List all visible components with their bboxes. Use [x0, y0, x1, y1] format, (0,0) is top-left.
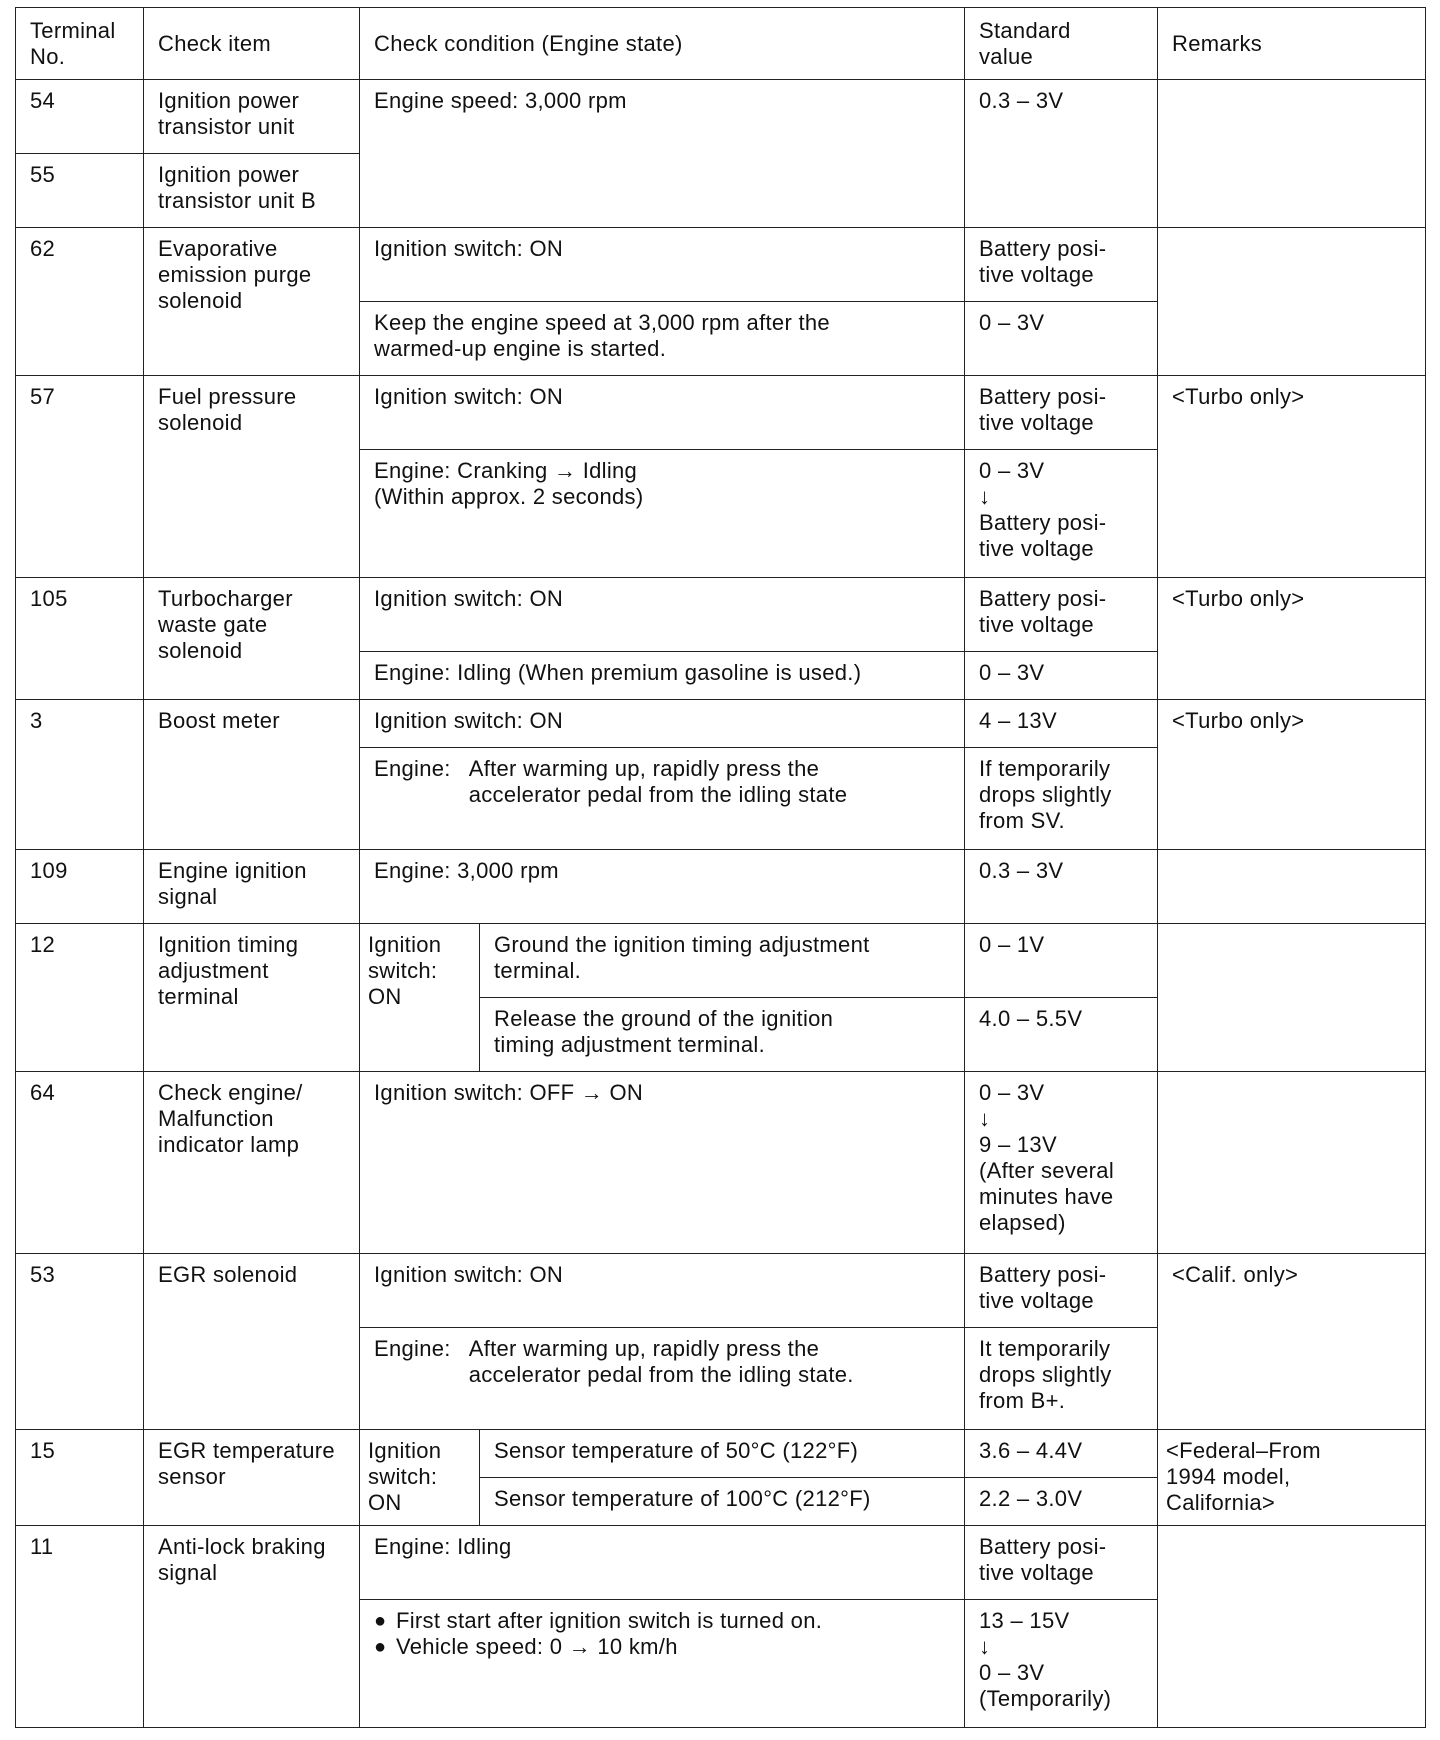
check-item-cell: EGR temperature sensor: [144, 1430, 360, 1526]
table-row: [16, 924, 1426, 998]
standard-value-cell: 2.2 – 3.0V: [965, 1478, 1158, 1526]
standard-value-cell: 0.3 – 3V: [965, 850, 1158, 924]
condition-cell: Engine: Cranking → Idling (Within approx. 2 seconds): [360, 450, 965, 578]
remarks-cell: <Turbo only>: [1158, 700, 1426, 850]
check-table-sheet: [15, 7, 1425, 1728]
condition-group-cell: Ignition switch: ON: [360, 1430, 480, 1526]
condition-cell: Engine: 3,000 rpm: [360, 850, 965, 924]
check-item-cell: Check engine/ Malfunction indicator lamp: [144, 1072, 360, 1254]
condition-cell: Ignition switch: ON: [360, 376, 965, 450]
condition-cell: [360, 748, 965, 850]
standard-value-cell: Battery posi- tive voltage: [965, 578, 1158, 652]
bullet-text: Vehicle speed: 0 → 10 km/h: [396, 1634, 678, 1659]
terminal-cell: 62: [16, 228, 144, 376]
check-item-cell: Boost meter: [144, 700, 360, 850]
condition-bullet: [374, 1608, 950, 1634]
table-row: [16, 850, 1426, 924]
remarks-cell: <Federal–From 1994 model, California>: [1158, 1430, 1426, 1526]
table-row: [16, 80, 1426, 154]
condition-cell: Ground the ignition timing adjustment terminal.: [480, 924, 965, 998]
bullet-icon: ●: [374, 1636, 387, 1658]
standard-value-cell: 0 – 3V ↓ 9 – 13V (After several minutes have elapsed): [965, 1072, 1158, 1254]
terminal-cell: 15: [16, 1430, 144, 1526]
terminal-check-table: [15, 7, 1426, 1728]
remarks-cell: [1158, 850, 1426, 924]
condition-cell: [360, 1328, 965, 1430]
table-row: [16, 700, 1426, 748]
condition-cell: Sensor temperature of 50°C (122°F): [480, 1430, 965, 1478]
standard-value-cell: 13 – 15V ↓ 0 – 3V (Temporarily): [965, 1600, 1158, 1728]
terminal-cell: 64: [16, 1072, 144, 1254]
table-row: [16, 376, 1426, 450]
condition-group-cell: Ignition switch: ON: [360, 924, 480, 1072]
condition-cell: Ignition switch: OFF → ON: [360, 1072, 965, 1254]
table-row: [16, 1430, 1426, 1478]
terminal-cell: 109: [16, 850, 144, 924]
remarks-cell: <Turbo only>: [1158, 578, 1426, 700]
condition-cell: Keep the engine speed at 3,000 rpm after the warmed-up engine is started.: [360, 302, 965, 376]
condition-cell: Sensor temperature of 100°C (212°F): [480, 1478, 965, 1526]
remarks-cell: [1158, 1072, 1426, 1254]
standard-value-cell: 0.3 – 3V: [965, 80, 1158, 228]
header-check-item: Check item: [144, 8, 360, 80]
standard-value-cell: 0 – 3V: [965, 652, 1158, 700]
header-check-condition: Check condition (Engine state): [360, 8, 965, 80]
terminal-cell: 54: [16, 80, 144, 154]
terminal-cell: 12: [16, 924, 144, 1072]
standard-value-cell: It temporarily drops slightly from B+.: [965, 1328, 1158, 1430]
header-standard-value: Standard value: [965, 8, 1158, 80]
standard-value-cell: 4 – 13V: [965, 700, 1158, 748]
header-row: [16, 8, 1426, 80]
terminal-cell: 3: [16, 700, 144, 850]
standard-value-cell: 0 – 1V: [965, 924, 1158, 998]
check-item-cell: Fuel pressure solenoid: [144, 376, 360, 578]
table-row: [16, 1254, 1426, 1328]
table-row: [16, 1072, 1426, 1254]
terminal-cell: 105: [16, 578, 144, 700]
check-item-cell: Evaporative emission purge solenoid: [144, 228, 360, 376]
check-item-cell: Ignition power transistor unit: [144, 80, 360, 154]
remarks-cell: [1158, 924, 1426, 1072]
condition-cell: Ignition switch: ON: [360, 578, 965, 652]
condition-lead: Engine:: [374, 756, 451, 781]
table-row: [16, 578, 1426, 652]
check-item-cell: Ignition power transistor unit B: [144, 154, 360, 228]
remarks-cell: [1158, 228, 1426, 376]
header-remarks: Remarks: [1158, 8, 1426, 80]
standard-value-cell: 0 – 3V: [965, 302, 1158, 376]
header-terminal-no: Terminal No.: [16, 8, 144, 80]
terminal-cell: 55: [16, 154, 144, 228]
condition-cell: Engine: Idling: [360, 1526, 965, 1600]
terminal-cell: 11: [16, 1526, 144, 1728]
condition-detail: After warming up, rapidly press the accelerator pedal from the idling state: [468, 756, 848, 807]
remarks-cell: <Turbo only>: [1158, 376, 1426, 578]
standard-value-cell: 0 – 3V ↓ Battery posi- tive voltage: [965, 450, 1158, 578]
condition-cell: [360, 1600, 965, 1728]
standard-value-cell: Battery posi- tive voltage: [965, 1254, 1158, 1328]
remarks-cell: [1158, 80, 1426, 228]
terminal-cell: 53: [16, 1254, 144, 1430]
condition-cell: Ignition switch: ON: [360, 228, 965, 302]
condition-cell: Engine speed: 3,000 rpm: [360, 80, 965, 228]
condition-cell: Engine: Idling (When premium gasoline is used.): [360, 652, 965, 700]
condition-cell: Ignition switch: ON: [360, 700, 965, 748]
remarks-cell: [1158, 1526, 1426, 1728]
standard-value-cell: Battery posi- tive voltage: [965, 1526, 1158, 1600]
check-item-cell: Anti-lock braking signal: [144, 1526, 360, 1728]
condition-detail: After warming up, rapidly press the accelerator pedal from the idling state.: [468, 1336, 854, 1387]
standard-value-cell: If temporarily drops slightly from SV.: [965, 748, 1158, 850]
table-row: [16, 1526, 1426, 1600]
check-item-cell: Engine ignition signal: [144, 850, 360, 924]
table-row: [16, 228, 1426, 302]
terminal-cell: 57: [16, 376, 144, 578]
standard-value-cell: 4.0 – 5.5V: [965, 998, 1158, 1072]
standard-value-cell: 3.6 – 4.4V: [965, 1430, 1158, 1478]
condition-bullet: [374, 1634, 950, 1660]
standard-value-cell: Battery posi- tive voltage: [965, 376, 1158, 450]
condition-cell: Ignition switch: ON: [360, 1254, 965, 1328]
remarks-cell: <Calif. only>: [1158, 1254, 1426, 1430]
check-item-cell: Ignition timing adjustment terminal: [144, 924, 360, 1072]
check-item-cell: Turbocharger waste gate solenoid: [144, 578, 360, 700]
check-item-cell: EGR solenoid: [144, 1254, 360, 1430]
condition-cell: Release the ground of the ignition timing adjustment terminal.: [480, 998, 965, 1072]
bullet-text: First start after ignition switch is turned on.: [396, 1608, 823, 1633]
bullet-icon: ●: [374, 1610, 387, 1632]
condition-lead: Engine:: [374, 1336, 451, 1361]
standard-value-cell: Battery posi- tive voltage: [965, 228, 1158, 302]
